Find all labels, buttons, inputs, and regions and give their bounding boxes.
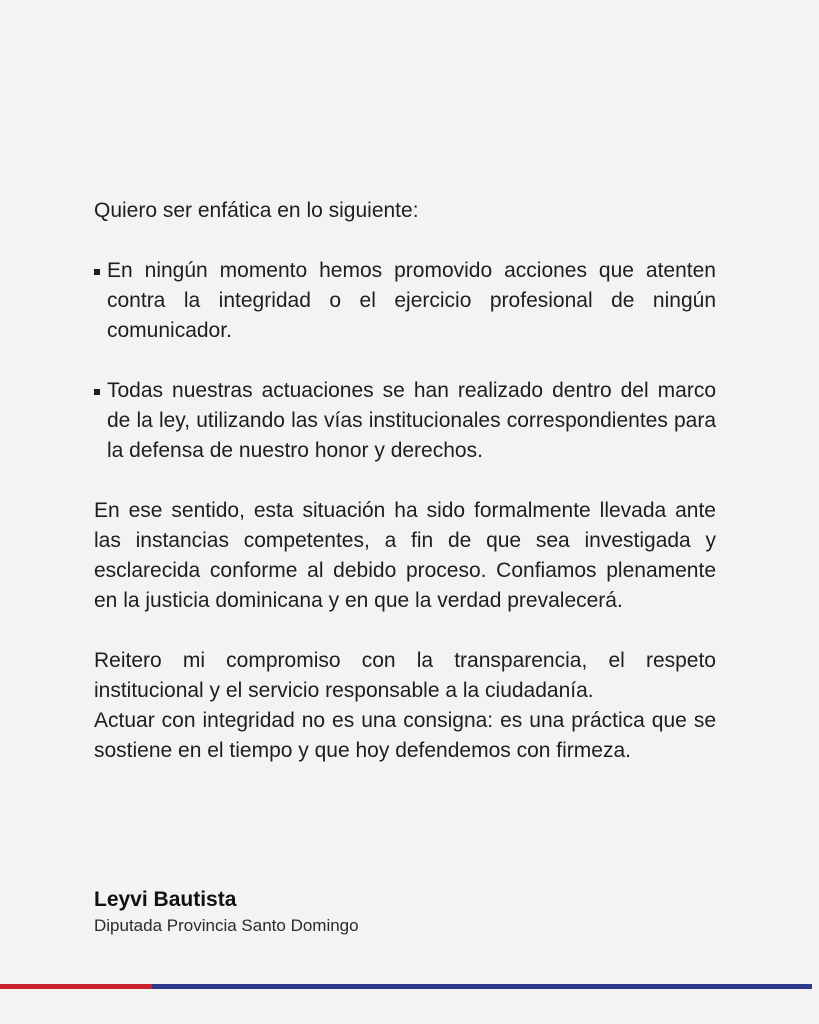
paragraph-line: Reitero mi compromiso con la transparencia, el respeto institucional y el servicio responsable a la ciudadanía. [94,649,716,702]
statement-body [94,196,716,796]
paragraph-line: Actuar con integridad no es una consigna: es una práctica que se sostiene en el tiempo y que hoy defendemos con firmeza. [94,709,716,762]
bullet-item [94,256,716,346]
bullet-item [94,376,716,466]
signature-name: Leyvi Bautista [94,888,237,911]
bar-blue-segment [152,984,812,989]
signature-title: Diputada Provincia Santo Domingo [94,916,359,935]
bullet-text: Todas nuestras actuaciones se han realizado dentro del marco de la ley, utilizando las vías institucionales correspondientes para la defensa de nuestro honor y derechos. [107,379,716,462]
bullet-text: En ningún momento hemos promovido acciones que atenten contra la integridad o el ejercicio profesional de ningún comunicador. [107,259,716,342]
intro-text: Quiero ser enfática en lo siguiente: [94,199,419,222]
bar-red-segment [0,984,152,989]
paragraph-group [94,646,716,766]
square-bullet-icon [94,269,100,275]
bottom-color-bar [0,984,812,989]
paragraph: En ese sentido, esta situación ha sido formalmente llevada ante las instancias competentes, a fin de que sea investigada y esclarecida conforme al debido proceso. Confiamos plenamente en la justicia dominicana y en que la verdad prevalecerá. [94,499,716,612]
signature-block [94,886,694,938]
square-bullet-icon [94,389,100,395]
